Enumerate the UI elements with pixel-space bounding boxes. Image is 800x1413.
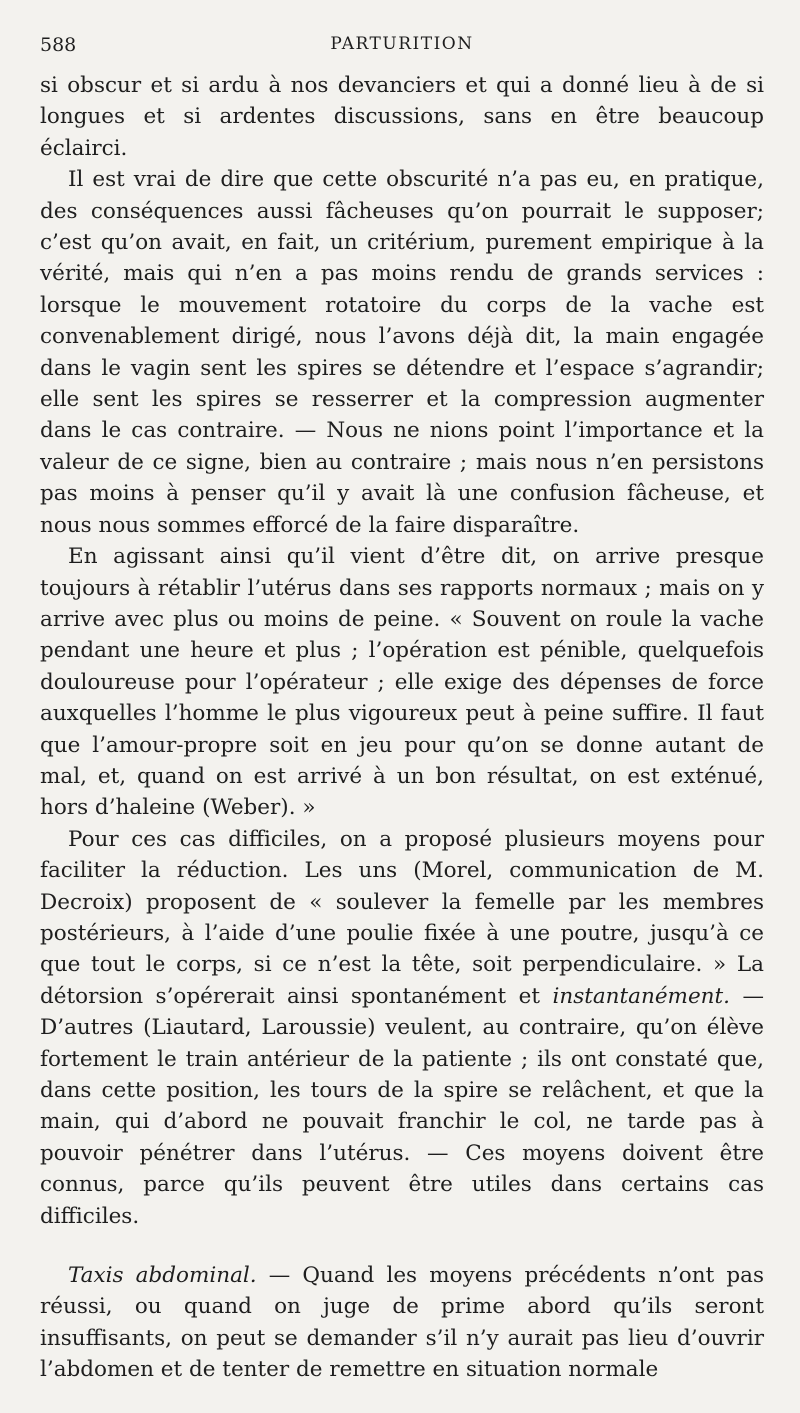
page-number: 588	[40, 34, 77, 56]
paragraph-continuation: si obscur et si ardu à nos devanciers et qui a donné lieu à de si longues et si ardentes discussions, sans en être beaucoup éclairci.	[40, 73, 764, 161]
emphasis-word: instantanément.	[552, 983, 730, 1009]
paragraph-text: — Quand les moyens précédents n’ont pas réussi, ou quand on juge de prime abord qu’ils seront insuffisants, on peut se demander s’il n’y aurait pas lieu d’ouvrir l’abdomen et de tenter de remettre en situation normale	[40, 1263, 765, 1383]
paragraph-taxis-abdominal	[40, 1260, 764, 1386]
paragraph-criterium: Il est vrai de dire que cette obscurité n’a pas eu, en pratique, des conséquences aussi fâcheuses qu’on pourrait le supposer; c’est qu’on avait, en fait, un critérium, purement empirique à la vérité, mais qui n’en a pas moins rendu de grands services : lorsque le mouvement rotatoire du corps de la vache est convenablement dirigé, nous l’avons déjà dit, la main engagée dans le vagin sent les spires se détendre et l’espace s’agrandir; elle sent les spires se resserrer et la compression augmenter dans le cas contraire. — Nous ne nions point l’importance et la valeur de ce signe, bien au contraire ; mais nous n’en persistons pas moins à penser qu’il y avait là une confusion fâcheuse, et nous nous sommes efforcé de la faire disparaître.	[40, 167, 764, 538]
body-text	[40, 70, 764, 1386]
page-header	[40, 30, 764, 70]
section-title: Taxis abdominal.	[68, 1263, 257, 1289]
paragraph-text: Pour ces cas difficiles, on a proposé plusieurs moyens pour faciliter la réduction. Les uns (Morel, communication de M. Decroix) proposent de « soulever la femelle par les membres postérieurs, à l’aide d’une poulie fixée à une poutre, jusqu’à ce que tout le corps, si ce n’est la tête, soit perpendiculaire. » La détorsion s’opérerait ainsi spontanément et	[40, 826, 764, 1009]
running-head: PARTURITION	[330, 34, 474, 54]
paragraph-retablissement: En agissant ainsi qu’il vient d’être dit, on arrive presque toujours à rétablir l’utérus dans ses rapports normaux ; mais on y arrive avec plus ou moins de peine. « Souvent on roule la vache pendant une heure et plus ; l’opération est pénible, quelquefois douloureuse pour l’opérateur ; elle exige des dépenses de force auxquelles l’homme le plus vigoureux peut à peine suffire. Il faut que l’amour-propre soit en jeu pour qu’on se donne autant de mal, et, quand on est arrivé à un bon résultat, on est exténué, hors d’haleine (Weber). »	[40, 544, 764, 821]
paragraph-text: — D’autres (Liautard, Laroussie) veulent, au contraire, qu’on élève fortement le train antérieur de la patiente ; ils ont constaté que, dans cette position, les tours de la spire se relâchent, et que la main, qui d’abord ne pouvait franchir le col, ne tarde pas à pouvoir pénétrer dans l’utérus. — Ces moyens doivent être connus, parce qu’ils peuvent être utiles dans certains cas difficiles.	[40, 983, 764, 1229]
paragraph-cas-difficiles	[40, 824, 764, 1232]
section-gap	[40, 1232, 764, 1260]
